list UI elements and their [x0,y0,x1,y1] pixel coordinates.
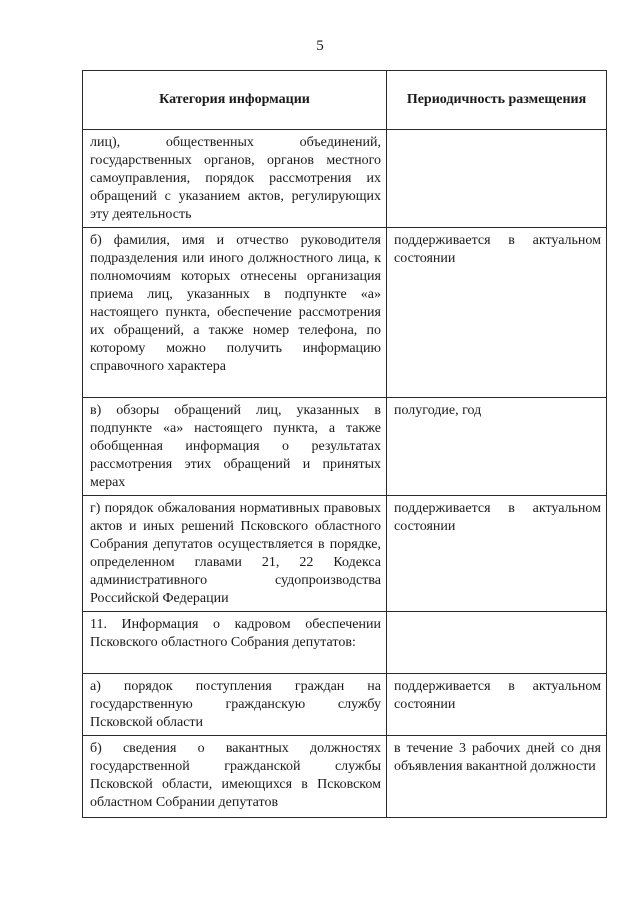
table-row [83,736,607,818]
row-category: лиц), общественных объединений, государственных органов, органов местного самоуправления, порядок рассмотрения их обращений с указанием актов, регулирующих эту деятельность [83,130,387,228]
table-row [83,398,607,496]
table-row [83,130,607,228]
row-category: б) сведения о вакантных должностях государственной гражданской службы Псковской области, имеющихся в Псковском областном Собрании депутатов [83,736,387,818]
header-category: Категория информации [83,71,387,130]
row-periodicity: в течение 3 рабочих дней со дня объявления вакантной должности [387,736,607,818]
header-periodicity: Периодичность размещения [387,71,607,130]
table-row [83,612,607,674]
row-periodicity [387,130,607,228]
table-header-row [83,71,607,130]
row-category: 11. Информация о кадровом обеспечении Псковского областного Собрания депутатов: [83,612,387,674]
row-periodicity: поддерживается в актуальном состоянии [387,674,607,736]
information-table [82,70,607,818]
row-category: б) фамилия, имя и отчество руководителя подразделения или иного должностного лица, к полномочиям которых отнесены организация приема лиц, указанных в подпункте «а» настоящего пункта, обеспечение рассмотрения их обращений, а также номер телефона, по которому можно получить информацию справочного характера [83,228,387,398]
table-row [83,228,607,398]
table-row [83,674,607,736]
row-periodicity: поддерживается в актуальном состоянии [387,228,607,398]
row-category: в) обзоры обращений лиц, указанных в подпункте «а» настоящего пункта, а также обобщенная информация о результатах рассмотрения этих обращений и принятых мерах [83,398,387,496]
row-periodicity: поддерживается в актуальном состоянии [387,496,607,612]
row-periodicity: полугодие, год [387,398,607,496]
page-number: 5 [316,38,324,54]
row-category: г) порядок обжалования нормативных правовых актов и иных решений Псковского областного Собрания депутатов осуществляется в порядке, определенном главами 21, 22 Кодекса административного судопроизводства Российской Федерации [83,496,387,612]
table-row [83,496,607,612]
row-periodicity [387,612,607,674]
row-category: а) порядок поступления граждан на государственную гражданскую службу Псковской области [83,674,387,736]
